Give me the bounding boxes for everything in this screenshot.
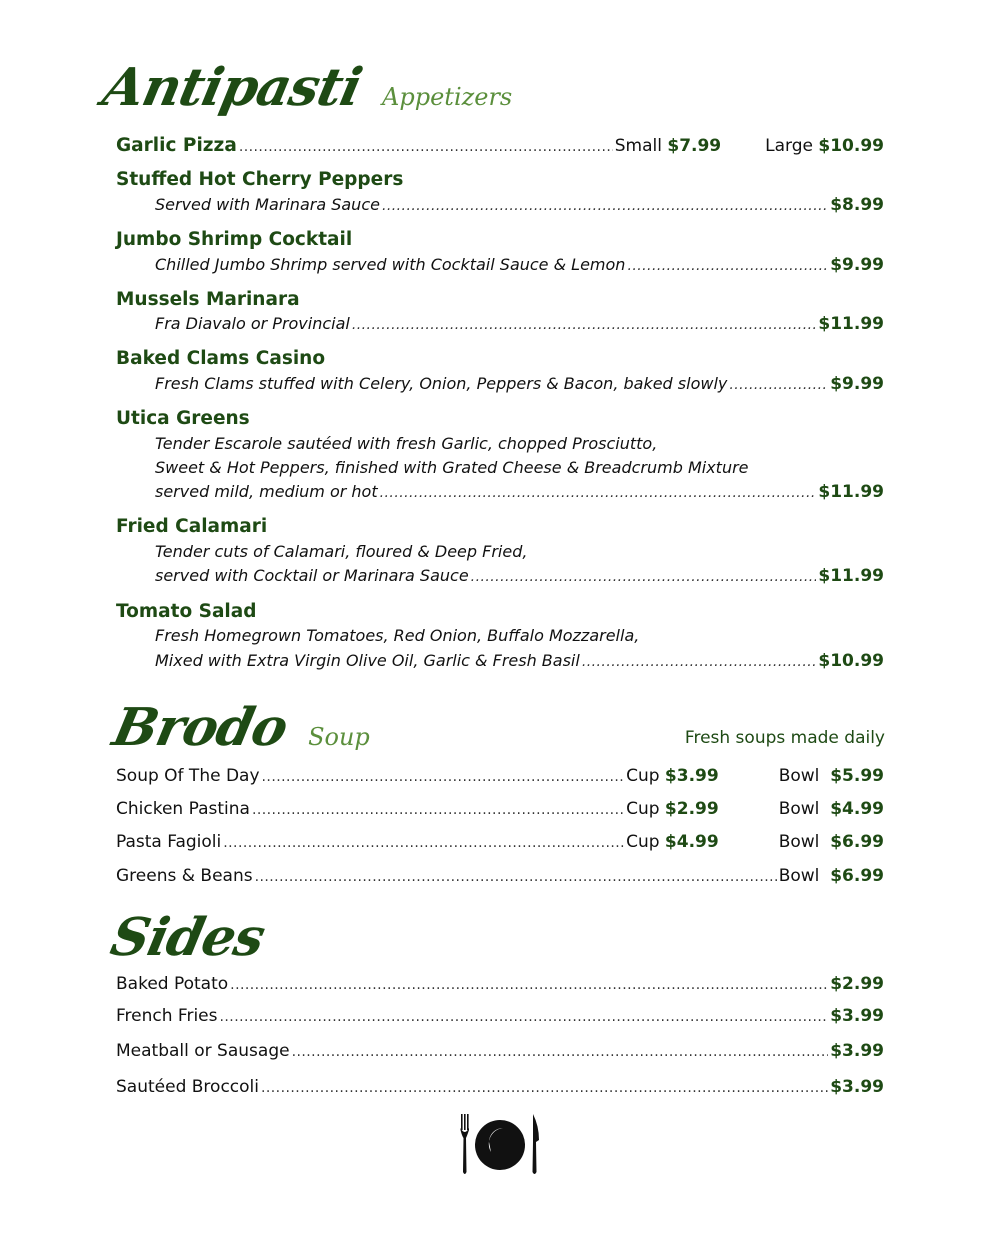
- dot-leader: [471, 566, 817, 585]
- menu-item-greens-beans: [116, 866, 884, 886]
- item-name: French Fries: [116, 1006, 218, 1026]
- dot-leader: [352, 314, 817, 333]
- item-name: Meatball or Sausage: [116, 1041, 290, 1061]
- price-small: $7.99: [667, 136, 722, 156]
- item-desc-line: Tender cuts of Calamari, floured & Deep Fried,: [155, 542, 528, 561]
- dot-leader: [252, 799, 624, 819]
- item-price: $11.99: [818, 482, 884, 502]
- item-desc-line: Sweet & Hot Peppers, finished with Grated Cheese & Breadcrumb Mixture: [155, 458, 749, 477]
- item-desc: Mixed with Extra Virgin Olive Oil, Garlic & Fresh Basil: [155, 651, 580, 670]
- item-price: $11.99: [818, 566, 884, 586]
- sides-heading: [105, 907, 270, 968]
- dot-leader: [582, 651, 817, 670]
- brodo-heading: [107, 697, 370, 758]
- item-desc-row: [155, 195, 884, 215]
- item-name: Fried Calamari: [116, 516, 268, 537]
- antipasti-subtitle: Appetizers: [382, 83, 513, 111]
- menu-item-side: [116, 1041, 884, 1061]
- bowl-label: Bowl: [778, 832, 820, 852]
- item-desc: Fra Diavalo or Provincial: [155, 314, 350, 333]
- dot-leader: [627, 255, 828, 274]
- antipasti-title: Antipasti: [97, 57, 367, 118]
- dot-leader: [230, 974, 828, 994]
- bowl-price: $5.99: [830, 766, 884, 786]
- item-name: Mussels Marinara: [116, 289, 300, 310]
- cup-label: Cup: [626, 799, 660, 819]
- item-desc: served with Cocktail or Marinara Sauce: [155, 566, 469, 585]
- menu-item-side: [116, 974, 884, 994]
- bowl-label: Bowl: [778, 766, 820, 786]
- item-desc-row: [155, 482, 884, 502]
- menu-item-side: [116, 1077, 884, 1097]
- bowl-label: Bowl: [778, 866, 820, 886]
- item-name: Baked Potato: [116, 974, 229, 994]
- item-desc-row: [155, 374, 884, 394]
- item-desc-row: [155, 651, 884, 671]
- size-label-large: Large: [765, 136, 813, 156]
- dot-leader: [239, 136, 613, 156]
- sides-title: Sides: [105, 907, 270, 968]
- item-price: $3.99: [830, 1077, 884, 1097]
- item-name: Jumbo Shrimp Cocktail: [116, 229, 353, 250]
- menu-item-soup: [116, 832, 884, 852]
- item-desc-row: [155, 566, 884, 586]
- brodo-title: Brodo: [107, 697, 293, 758]
- dot-leader: [262, 766, 625, 786]
- item-price: $11.99: [818, 314, 884, 334]
- price-large: $10.99: [818, 136, 884, 156]
- cup-price: $3.99: [664, 766, 719, 786]
- item-desc: Chilled Jumbo Shrimp served with Cocktail Sauce & Lemon: [155, 255, 626, 274]
- item-desc: served mild, medium or hot: [155, 482, 378, 501]
- bowl-price: $6.99: [830, 832, 884, 852]
- soup-note: Fresh soups made daily: [684, 728, 885, 748]
- bowl-label: Bowl: [778, 799, 820, 819]
- fork-plate-knife-icon: [459, 1112, 541, 1176]
- antipasti-heading: [97, 57, 513, 118]
- item-price: $3.99: [830, 1006, 884, 1026]
- dot-leader: [255, 866, 777, 886]
- item-name: Greens & Beans: [116, 866, 253, 886]
- item-price: $9.99: [830, 255, 884, 275]
- item-price: $2.99: [830, 974, 884, 994]
- item-price: $3.99: [830, 1041, 884, 1061]
- dot-leader: [223, 832, 624, 852]
- dot-leader: [261, 1077, 828, 1097]
- item-desc-line: Fresh Homegrown Tomatoes, Red Onion, Buffalo Mozzarella,: [155, 626, 640, 645]
- cup-label: Cup: [626, 832, 660, 852]
- menu-item-side: [116, 1006, 884, 1026]
- item-desc: Fresh Clams stuffed with Celery, Onion, Peppers & Bacon, baked slowly: [155, 374, 728, 393]
- item-desc-line: Tender Escarole sautéed with fresh Garlic, chopped Prosciutto,: [155, 434, 658, 453]
- dot-leader: [729, 374, 828, 393]
- dot-leader: [292, 1041, 829, 1061]
- item-price: $10.99: [818, 651, 884, 671]
- menu-item-garlic-pizza: [116, 135, 884, 156]
- item-price: $8.99: [830, 195, 884, 215]
- cup-price: $2.99: [664, 799, 719, 819]
- item-price: $9.99: [830, 374, 884, 394]
- brodo-subtitle: Soup: [308, 723, 370, 751]
- bowl-price: $4.99: [830, 799, 884, 819]
- dot-leader: [220, 1006, 829, 1026]
- item-name: Baked Clams Casino: [116, 348, 326, 369]
- item-name: Utica Greens: [116, 408, 250, 429]
- menu-item-soup: [116, 766, 884, 786]
- item-name: Chicken Pastina: [116, 799, 250, 819]
- item-name: Garlic Pizza: [116, 135, 237, 156]
- item-desc: Served with Marinara Sauce: [155, 195, 380, 214]
- cup-price: $4.99: [664, 832, 719, 852]
- item-desc-row: [155, 314, 884, 334]
- item-name: Stuffed Hot Cherry Peppers: [116, 169, 404, 190]
- bowl-price: $6.99: [830, 866, 884, 886]
- cup-label: Cup: [626, 766, 660, 786]
- item-desc-row: [155, 255, 884, 275]
- size-label-small: Small: [614, 136, 662, 156]
- item-name: Soup Of The Day: [116, 766, 260, 786]
- menu-item-soup: [116, 799, 884, 819]
- item-name: Pasta Fagioli: [116, 832, 222, 852]
- dot-leader: [382, 195, 828, 214]
- dot-leader: [380, 482, 817, 501]
- item-name: Tomato Salad: [116, 601, 257, 622]
- item-name: Sautéed Broccoli: [116, 1077, 259, 1097]
